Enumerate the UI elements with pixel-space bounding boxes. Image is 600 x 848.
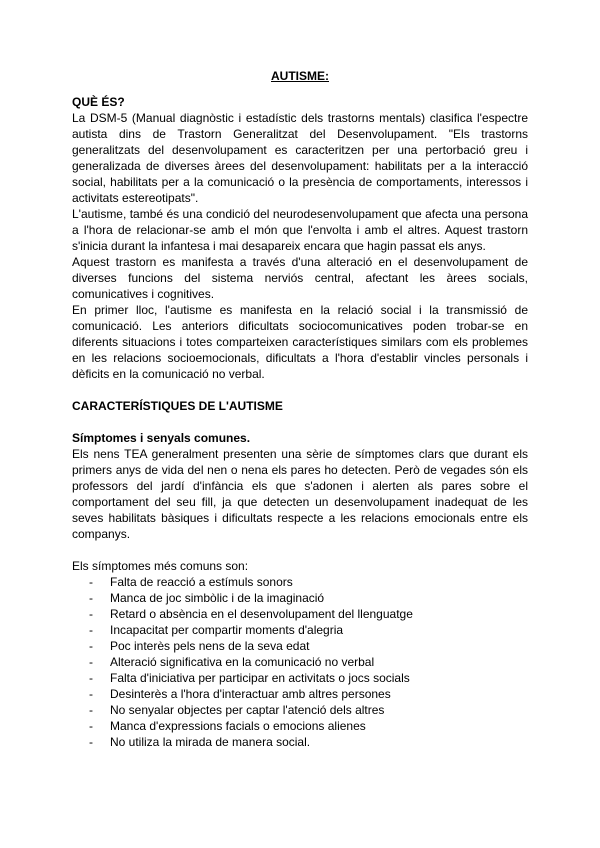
dash-bullet: - <box>89 623 93 637</box>
paragraph-sistema-nervios: Aquest trastorn es manifesta a través d'una alteració en el desenvolupament de diverses funcions del sistema nerviós central, afectant les àrees socials, comunicatives i cognitives. <box>72 255 528 301</box>
list-intro: Els símptomes més comuns son: <box>72 559 249 573</box>
list-item: - No senyalar objectes per captar l'atenció dels altres <box>89 703 385 717</box>
document-page <box>72 68 528 750</box>
paragraph-relacio-social: En primer lloc, l'autisme es manifesta en la relació social i la transmissió de comunicació. Les anteriors dificultats sociocomunicatives poden trobar-se en diferents situacions i totes comparteixen característiques similars com els problemes en les relacions socioemocionals, dificultats a l'hora d'establir vincles personals i dèficits en la comunicació no verbal. <box>72 303 528 381</box>
list-item: - Desinterès a l'hora d'interactuar amb altres persones <box>89 687 391 701</box>
section-heading-que-es: QUÈ ÉS? <box>72 95 125 109</box>
list-item: - Manca d'expressions facials o emocions alienes <box>89 719 366 733</box>
dash-bullet: - <box>89 655 93 669</box>
list-item: - Falta de reacció a estímuls sonors <box>89 575 293 589</box>
dash-bullet: - <box>89 719 93 733</box>
paragraph-neurodesenvolupament: L'autisme, també és una condició del neurodesenvolupament que afecta una persona a l'hora de relacionar-se amb el món que l'envolta i amb el altres. Aquest trastorn s'inicia durant la infantesa i mai desapareix encara que hagin passat els anys. <box>72 207 528 253</box>
subheading-simptomes: Símptomes i senyals comunes. <box>72 431 251 445</box>
dash-bullet: - <box>89 639 93 653</box>
dash-bullet: - <box>89 607 93 621</box>
dash-bullet: - <box>89 671 93 685</box>
list-item: - Retard o absència en el desenvolupament del llenguatge <box>89 607 413 621</box>
list-item: - Manca de joc simbòlic i de la imaginació <box>89 591 325 605</box>
dash-bullet: - <box>89 687 93 701</box>
list-item: - No utiliza la mirada de manera social. <box>89 735 311 749</box>
document-title: AUTISME: <box>271 69 329 83</box>
list-item: - Alteració significativa en la comunicació no verbal <box>89 655 375 669</box>
list-item: - Poc interès pels nens de la seva edat <box>89 639 310 653</box>
list-item: - Falta d'iniciativa per participar en activitats o jocs socials <box>89 671 410 685</box>
dash-bullet: - <box>89 591 93 605</box>
section-heading-caracteristiques: CARACTERÍSTIQUES DE L'AUTISME <box>72 399 283 413</box>
dash-bullet: - <box>89 575 93 589</box>
paragraph-dsm5: La DSM-5 (Manual diagnòstic i estadístic dels trastorns mentals) clasifica l'espectre autista dins de Trastorn Generalitzat del Desenvolupament. "Els trastorns generalitzats del desenvolupament es caracteritzen per una pertorbació greu i generalizada de diverses àrees del desenvolupament: habilitats per a la interacció social, habilitats per a la comunicació o la presència de comportaments, interessos i activitats estereotipats". <box>72 111 528 205</box>
symptoms-list <box>72 574 528 750</box>
list-item: - Incapacitat per compartir moments d'alegria <box>89 623 344 637</box>
dash-bullet: - <box>89 703 93 717</box>
dash-bullet: - <box>89 735 93 749</box>
paragraph-nens-tea: Els nens TEA generalment presenten una sèrie de símptomes clars que durant els primers anys de vida del nen o nena els pares ho detecten. Però de vegades són els professors del jardí d'infància els que s'adonen i alerten als pares sobre el comportament del seu fill, ja que detecten un desenvolupament inadequat de les seves habilitats bàsiques i dificultats respecte a les relacions emocionals entre els companys. <box>72 447 528 541</box>
